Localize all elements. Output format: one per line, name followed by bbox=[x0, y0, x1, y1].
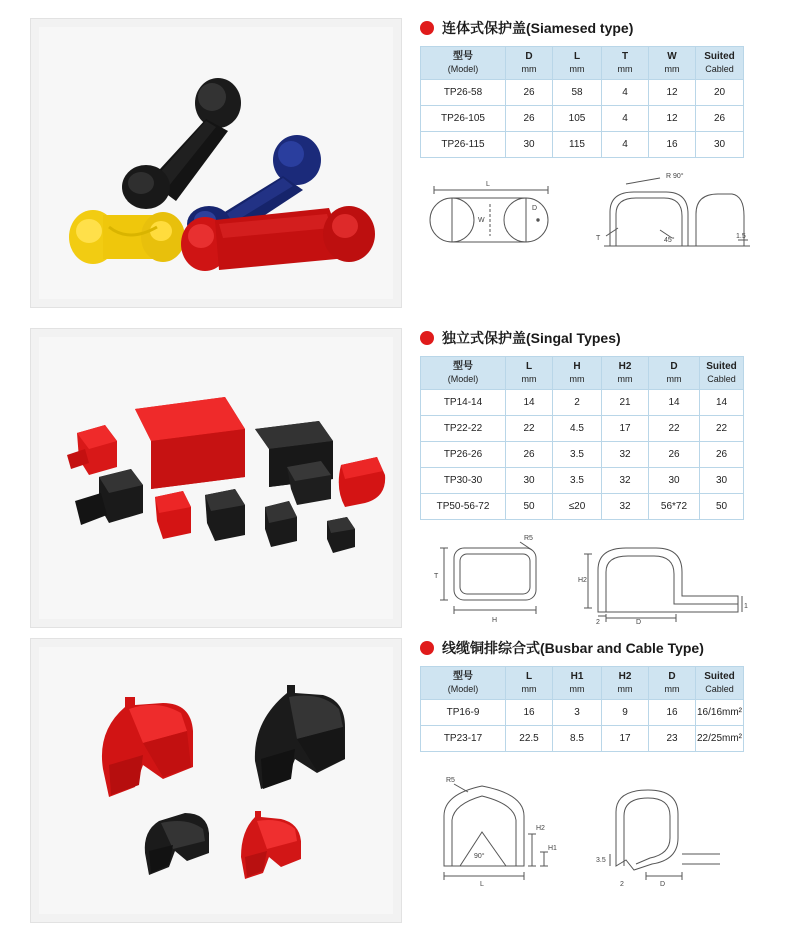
col-h: H mm bbox=[553, 357, 602, 390]
table-row bbox=[421, 106, 744, 132]
table-row bbox=[421, 80, 744, 106]
svg-text:R5: R5 bbox=[524, 535, 533, 542]
drawing-svg bbox=[420, 168, 750, 263]
col-suited: Suited Cabled bbox=[700, 357, 744, 390]
svg-text:L: L bbox=[480, 881, 484, 888]
table-row bbox=[421, 726, 744, 752]
cell-l: 58 bbox=[553, 80, 602, 106]
svg-text:1: 1 bbox=[744, 603, 748, 610]
drawing-svg bbox=[420, 530, 750, 625]
svg-text:L: L bbox=[486, 181, 490, 188]
cell-d: 30 bbox=[649, 468, 700, 494]
cell-model: TP26-26 bbox=[421, 442, 506, 468]
col-d: D mm bbox=[649, 357, 700, 390]
table-row bbox=[421, 494, 744, 520]
drawing-svg bbox=[420, 768, 750, 888]
section-title-text: 线缆铜排综合式(Busbar and Cable Type) bbox=[442, 640, 704, 656]
cell-l: 16 bbox=[506, 700, 553, 726]
cell-suited: 22 bbox=[700, 416, 744, 442]
cell-model: TP16-9 bbox=[421, 700, 506, 726]
yellow-siamesed-cover-image bbox=[69, 197, 189, 277]
cell-t: 4 bbox=[602, 106, 649, 132]
cell-t: 4 bbox=[602, 132, 649, 158]
table-header-row bbox=[421, 47, 744, 80]
photo-inner bbox=[39, 337, 393, 619]
cell-suited: 20 bbox=[696, 80, 744, 106]
product-photo-siamesed bbox=[30, 18, 402, 308]
svg-text:90°: 90° bbox=[474, 853, 485, 860]
cell-w: 12 bbox=[649, 106, 696, 132]
technical-drawing-siamesed bbox=[420, 168, 750, 263]
cell-h2: 21 bbox=[602, 390, 649, 416]
red-siamesed-cover-image bbox=[179, 192, 379, 287]
table-header-row bbox=[421, 357, 744, 390]
svg-text:H1: H1 bbox=[548, 845, 557, 852]
section-title-siamesed bbox=[420, 18, 770, 38]
svg-text:H2: H2 bbox=[536, 825, 545, 832]
spec-table-busbar bbox=[420, 666, 744, 752]
cell-h2: 9 bbox=[602, 700, 649, 726]
product-section-siamesed bbox=[0, 18, 790, 308]
cell-l: 22 bbox=[506, 416, 553, 442]
section-title-text: 独立式保护盖(Singal Types) bbox=[442, 330, 621, 346]
spec-column-busbar bbox=[420, 638, 770, 923]
product-section-single bbox=[0, 328, 790, 628]
table-row bbox=[421, 132, 744, 158]
bullet-icon bbox=[420, 641, 434, 655]
section-title-busbar bbox=[420, 638, 770, 658]
cell-model: TP23-17 bbox=[421, 726, 506, 752]
spec-column-siamesed bbox=[420, 18, 770, 308]
cell-suited: 26 bbox=[700, 442, 744, 468]
cell-suited: 22/25mm² bbox=[696, 726, 744, 752]
cell-l: 115 bbox=[553, 132, 602, 158]
cell-d: 14 bbox=[649, 390, 700, 416]
cell-d: 16 bbox=[649, 700, 696, 726]
svg-text:2: 2 bbox=[596, 619, 600, 625]
col-model: 型号 (Model) bbox=[421, 667, 506, 700]
cell-model: TP26-105 bbox=[421, 106, 506, 132]
svg-text:D: D bbox=[660, 881, 666, 888]
cell-suited: 26 bbox=[696, 106, 744, 132]
cell-d: 26 bbox=[649, 442, 700, 468]
photo-inner bbox=[39, 27, 393, 299]
svg-text:H: H bbox=[492, 617, 498, 624]
cell-h: 2 bbox=[553, 390, 602, 416]
cell-l: 105 bbox=[553, 106, 602, 132]
cell-d: 22 bbox=[649, 416, 700, 442]
cell-model: TP22-22 bbox=[421, 416, 506, 442]
cell-d: 26 bbox=[506, 106, 553, 132]
cell-h2: 32 bbox=[602, 442, 649, 468]
product-photo-single bbox=[30, 328, 402, 628]
svg-text:3.5: 3.5 bbox=[596, 857, 606, 864]
col-suited: Suited Cabled bbox=[696, 667, 744, 700]
spec-table-siamesed bbox=[420, 46, 744, 158]
spec-table-single bbox=[420, 356, 744, 520]
cell-l: 22.5 bbox=[506, 726, 553, 752]
cell-d: 56*72 bbox=[649, 494, 700, 520]
table-header-row bbox=[421, 667, 744, 700]
section-title-text: 连体式保护盖(Siamesed type) bbox=[442, 20, 634, 36]
cell-suited: 30 bbox=[696, 132, 744, 158]
cell-model: TP26-58 bbox=[421, 80, 506, 106]
cell-h: 3.5 bbox=[553, 442, 602, 468]
col-l: L mm bbox=[506, 667, 553, 700]
spec-column-single bbox=[420, 328, 770, 628]
col-h2: H2 mm bbox=[602, 357, 649, 390]
cell-h1: 8.5 bbox=[553, 726, 602, 752]
col-l: L mm bbox=[506, 357, 553, 390]
svg-text:D: D bbox=[636, 619, 642, 625]
cell-d: 23 bbox=[649, 726, 696, 752]
cell-d: 26 bbox=[506, 80, 553, 106]
single-covers-image bbox=[39, 337, 393, 619]
cell-suited: 30 bbox=[700, 468, 744, 494]
busbar-covers-image bbox=[39, 647, 393, 914]
cell-h: 4.5 bbox=[553, 416, 602, 442]
technical-drawing-busbar bbox=[420, 768, 750, 888]
cell-h: 3.5 bbox=[553, 468, 602, 494]
cell-h2: 17 bbox=[602, 416, 649, 442]
cell-suited: 50 bbox=[700, 494, 744, 520]
bullet-icon bbox=[420, 331, 434, 345]
svg-text:R5: R5 bbox=[446, 777, 455, 784]
svg-text:H2: H2 bbox=[578, 577, 587, 584]
svg-text:1.5: 1.5 bbox=[736, 233, 746, 240]
col-model: 型号 (Model) bbox=[421, 47, 506, 80]
photo-inner bbox=[39, 647, 393, 914]
svg-text:2: 2 bbox=[620, 881, 624, 888]
cell-l: 26 bbox=[506, 442, 553, 468]
col-model: 型号 (Model) bbox=[421, 357, 506, 390]
cell-l: 30 bbox=[506, 468, 553, 494]
cell-h1: 3 bbox=[553, 700, 602, 726]
svg-text:W: W bbox=[478, 217, 485, 224]
cell-d: 30 bbox=[506, 132, 553, 158]
product-photo-busbar bbox=[30, 638, 402, 923]
table-row bbox=[421, 700, 744, 726]
svg-text:R 90°: R 90° bbox=[666, 173, 684, 180]
cell-model: TP50-56-72 bbox=[421, 494, 506, 520]
col-suited: Suited Cabled bbox=[696, 47, 744, 80]
col-l: L mm bbox=[553, 47, 602, 80]
col-h2: H2 mm bbox=[602, 667, 649, 700]
cell-t: 4 bbox=[602, 80, 649, 106]
col-t: T mm bbox=[602, 47, 649, 80]
bullet-icon bbox=[420, 21, 434, 35]
svg-text:T: T bbox=[434, 573, 439, 580]
product-section-busbar bbox=[0, 638, 790, 923]
col-h1: H1 mm bbox=[553, 667, 602, 700]
cell-suited: 16/16mm² bbox=[696, 700, 744, 726]
svg-text:D: D bbox=[532, 205, 538, 212]
table-row bbox=[421, 390, 744, 416]
cell-model: TP26-115 bbox=[421, 132, 506, 158]
svg-text:45°: 45° bbox=[664, 237, 675, 244]
cell-h2: 17 bbox=[602, 726, 649, 752]
cell-l: 14 bbox=[506, 390, 553, 416]
cell-h2: 32 bbox=[602, 494, 649, 520]
technical-drawing-single bbox=[420, 530, 750, 625]
cell-l: 50 bbox=[506, 494, 553, 520]
table-row bbox=[421, 442, 744, 468]
table-row bbox=[421, 468, 744, 494]
cell-h: ≤20 bbox=[553, 494, 602, 520]
cell-w: 12 bbox=[649, 80, 696, 106]
cell-h2: 32 bbox=[602, 468, 649, 494]
col-d: D mm bbox=[506, 47, 553, 80]
svg-text:T: T bbox=[596, 235, 601, 242]
section-title-single bbox=[420, 328, 770, 348]
cell-model: TP14-14 bbox=[421, 390, 506, 416]
col-d: D mm bbox=[649, 667, 696, 700]
table-row bbox=[421, 416, 744, 442]
cell-model: TP30-30 bbox=[421, 468, 506, 494]
col-w: W mm bbox=[649, 47, 696, 80]
cell-w: 16 bbox=[649, 132, 696, 158]
cell-suited: 14 bbox=[700, 390, 744, 416]
